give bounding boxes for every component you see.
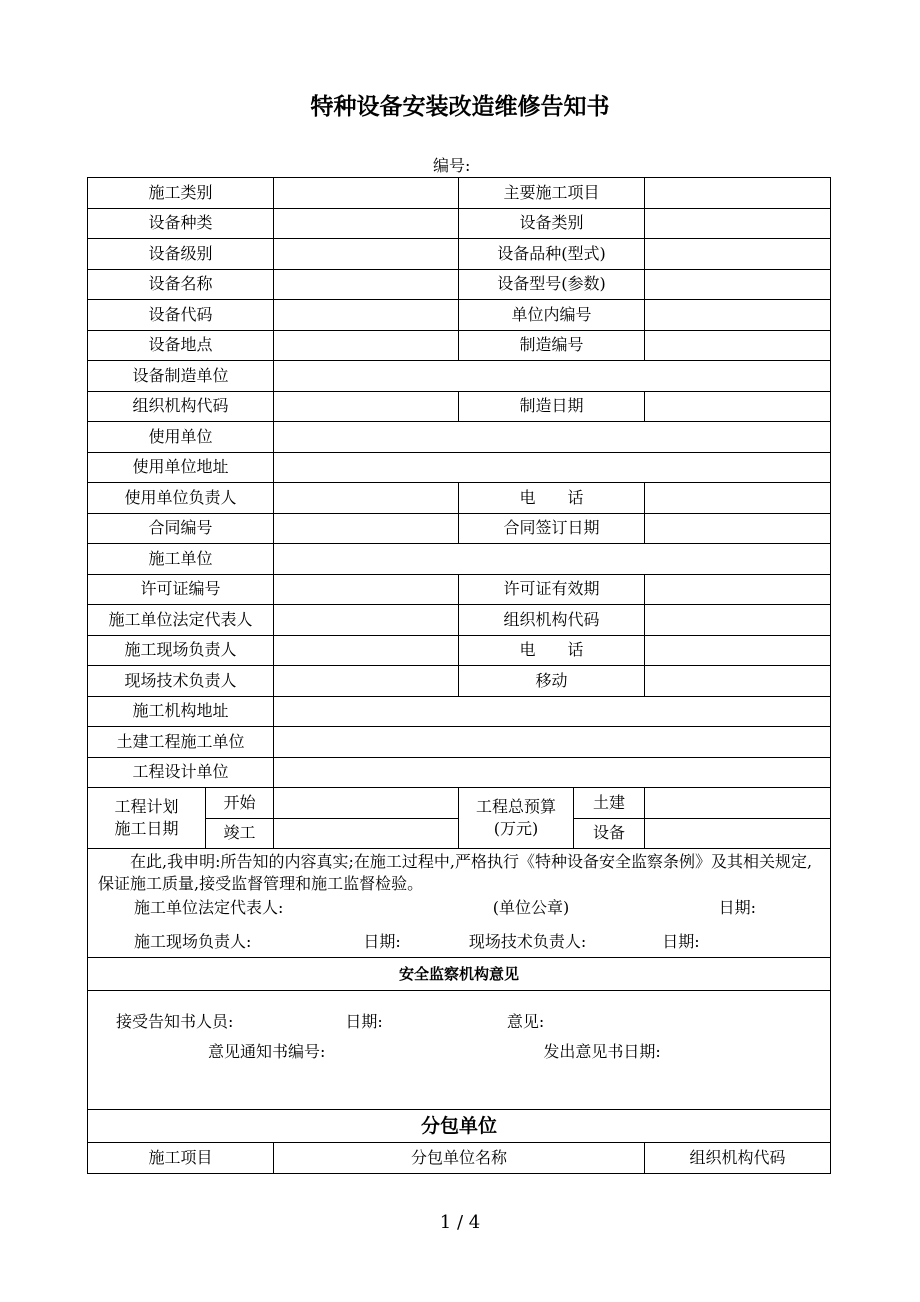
field-label: 电 话 xyxy=(459,483,645,514)
subcontract-header xyxy=(88,1143,831,1174)
field-value[interactable] xyxy=(274,208,459,239)
opinion-label: 意见: xyxy=(506,1012,545,1031)
field-label: 合同签订日期 xyxy=(459,513,645,544)
site-manager-label: 施工现场负责人: xyxy=(134,932,252,951)
field-label: 现场技术负责人 xyxy=(88,666,274,697)
form-row xyxy=(88,635,831,666)
field-value[interactable] xyxy=(274,269,459,300)
field-label: 组织机构代码 xyxy=(459,605,645,636)
subcontract-title: 分包单位 xyxy=(88,1110,831,1143)
field-value[interactable] xyxy=(274,239,459,270)
seal-label: (单位公章) xyxy=(492,898,570,917)
field-label: 主要施工项目 xyxy=(459,178,645,209)
field-value[interactable] xyxy=(645,605,831,636)
field-value[interactable] xyxy=(274,422,831,453)
field-value[interactable] xyxy=(645,239,831,270)
end-value[interactable] xyxy=(274,818,459,849)
civil-value[interactable] xyxy=(645,788,831,819)
field-value[interactable] xyxy=(274,300,459,331)
form-row xyxy=(88,208,831,239)
field-value[interactable] xyxy=(274,452,831,483)
form-row xyxy=(88,178,831,209)
opinion-title: 安全监察机构意见 xyxy=(88,958,831,991)
form-row xyxy=(88,239,831,270)
issue-date-label: 发出意见书日期: xyxy=(543,1042,661,1061)
declaration-row xyxy=(88,849,831,958)
field-value[interactable] xyxy=(645,330,831,361)
form-row xyxy=(88,452,831,483)
field-label: 设备制造单位 xyxy=(88,361,274,392)
field-label: 使用单位 xyxy=(88,422,274,453)
receiver-label: 接受告知书人员: xyxy=(116,1012,234,1031)
field-label: 组织机构代码 xyxy=(88,391,274,422)
field-value[interactable] xyxy=(274,513,459,544)
start-value[interactable] xyxy=(274,788,459,819)
field-label: 设备级别 xyxy=(88,239,274,270)
plan-date-label: 工程计划 施工日期 xyxy=(88,788,206,849)
plan-row-start xyxy=(88,788,831,819)
date-label: 日期: xyxy=(345,1012,383,1031)
field-value[interactable] xyxy=(645,635,831,666)
field-value[interactable] xyxy=(645,208,831,239)
tech-manager-label: 现场技术负责人: xyxy=(468,932,587,951)
field-label: 制造编号 xyxy=(459,330,645,361)
field-label: 设备种类 xyxy=(88,208,274,239)
field-label: 合同编号 xyxy=(88,513,274,544)
start-label: 开始 xyxy=(206,788,274,819)
field-value[interactable] xyxy=(274,391,459,422)
form-row xyxy=(88,422,831,453)
form-row xyxy=(88,605,831,636)
field-label: 设备型号(参数) xyxy=(459,269,645,300)
field-label: 许可证有效期 xyxy=(459,574,645,605)
field-label: 使用单位负责人 xyxy=(88,483,274,514)
notification-form xyxy=(87,177,831,1174)
civil-label: 土建 xyxy=(574,788,645,819)
field-label: 设备类别 xyxy=(459,208,645,239)
field-value[interactable] xyxy=(274,757,831,788)
date-label: 日期: xyxy=(662,932,700,951)
field-value[interactable] xyxy=(274,727,831,758)
field-label: 施工现场负责人 xyxy=(88,635,274,666)
field-value[interactable] xyxy=(274,483,459,514)
field-value[interactable] xyxy=(645,666,831,697)
col-header: 施工项目 xyxy=(88,1143,274,1174)
form-row xyxy=(88,513,831,544)
form-row xyxy=(88,757,831,788)
form-row xyxy=(88,330,831,361)
budget-label: 工程总预算 (万元) xyxy=(459,788,574,849)
field-value[interactable] xyxy=(274,361,831,392)
field-value[interactable] xyxy=(645,300,831,331)
field-value[interactable] xyxy=(645,391,831,422)
field-label: 施工类别 xyxy=(88,178,274,209)
form-row xyxy=(88,574,831,605)
field-value[interactable] xyxy=(274,666,459,697)
date-label: 日期: xyxy=(718,898,757,917)
form-row xyxy=(88,483,831,514)
form-row xyxy=(88,300,831,331)
form-row xyxy=(88,544,831,575)
field-label: 制造日期 xyxy=(459,391,645,422)
col-header: 分包单位名称 xyxy=(274,1143,645,1174)
opinion-section xyxy=(88,991,831,1110)
field-label: 许可证编号 xyxy=(88,574,274,605)
form-row xyxy=(88,666,831,697)
field-value[interactable] xyxy=(274,635,459,666)
field-label: 施工单位 xyxy=(88,544,274,575)
field-label: 设备名称 xyxy=(88,269,274,300)
field-label: 设备品种(型式) xyxy=(459,239,645,270)
field-value[interactable] xyxy=(274,544,831,575)
notice-no-label: 意见通知书编号: xyxy=(208,1042,326,1061)
page-number: 1 / 4 xyxy=(439,1212,481,1233)
date-label: 日期: xyxy=(363,932,401,951)
field-label: 施工单位法定代表人 xyxy=(88,605,274,636)
equipment-label: 设备 xyxy=(574,818,645,849)
field-label: 电 话 xyxy=(459,635,645,666)
declaration xyxy=(88,849,831,958)
field-value[interactable] xyxy=(274,330,459,361)
declaration-text: 在此,我申明:所告知的内容真实;在施工过程中,严格执行《特种设备安全监察条例》及其相关规定,保证施工质量,接受监督管理和施工监督检验。 xyxy=(98,852,813,893)
field-label: 设备代码 xyxy=(88,300,274,331)
field-value[interactable] xyxy=(274,574,459,605)
field-label: 工程设计单位 xyxy=(88,757,274,788)
form-row xyxy=(88,269,831,300)
field-value[interactable] xyxy=(645,483,831,514)
form-row xyxy=(88,391,831,422)
end-label: 竣工 xyxy=(206,818,274,849)
field-value[interactable] xyxy=(274,605,459,636)
field-label: 施工机构地址 xyxy=(88,696,274,727)
field-label: 使用单位地址 xyxy=(88,452,274,483)
field-value[interactable] xyxy=(274,696,831,727)
form-row xyxy=(88,361,831,392)
field-value[interactable] xyxy=(645,269,831,300)
form-row xyxy=(88,696,831,727)
col-header: 组织机构代码 xyxy=(645,1143,831,1174)
equipment-value[interactable] xyxy=(645,818,831,849)
field-value[interactable] xyxy=(645,178,831,209)
field-label: 单位内编号 xyxy=(459,300,645,331)
field-value[interactable] xyxy=(645,513,831,544)
document-title: 特种设备安装改造维修告知书 xyxy=(310,94,610,120)
form-row xyxy=(88,727,831,758)
field-value[interactable] xyxy=(274,178,459,209)
field-value[interactable] xyxy=(645,574,831,605)
field-label: 移动 xyxy=(459,666,645,697)
legal-rep-label: 施工单位法定代表人: xyxy=(134,898,284,917)
doc-number-label: 编号: xyxy=(433,156,471,175)
field-label: 土建工程施工单位 xyxy=(88,727,274,758)
field-label: 设备地点 xyxy=(88,330,274,361)
